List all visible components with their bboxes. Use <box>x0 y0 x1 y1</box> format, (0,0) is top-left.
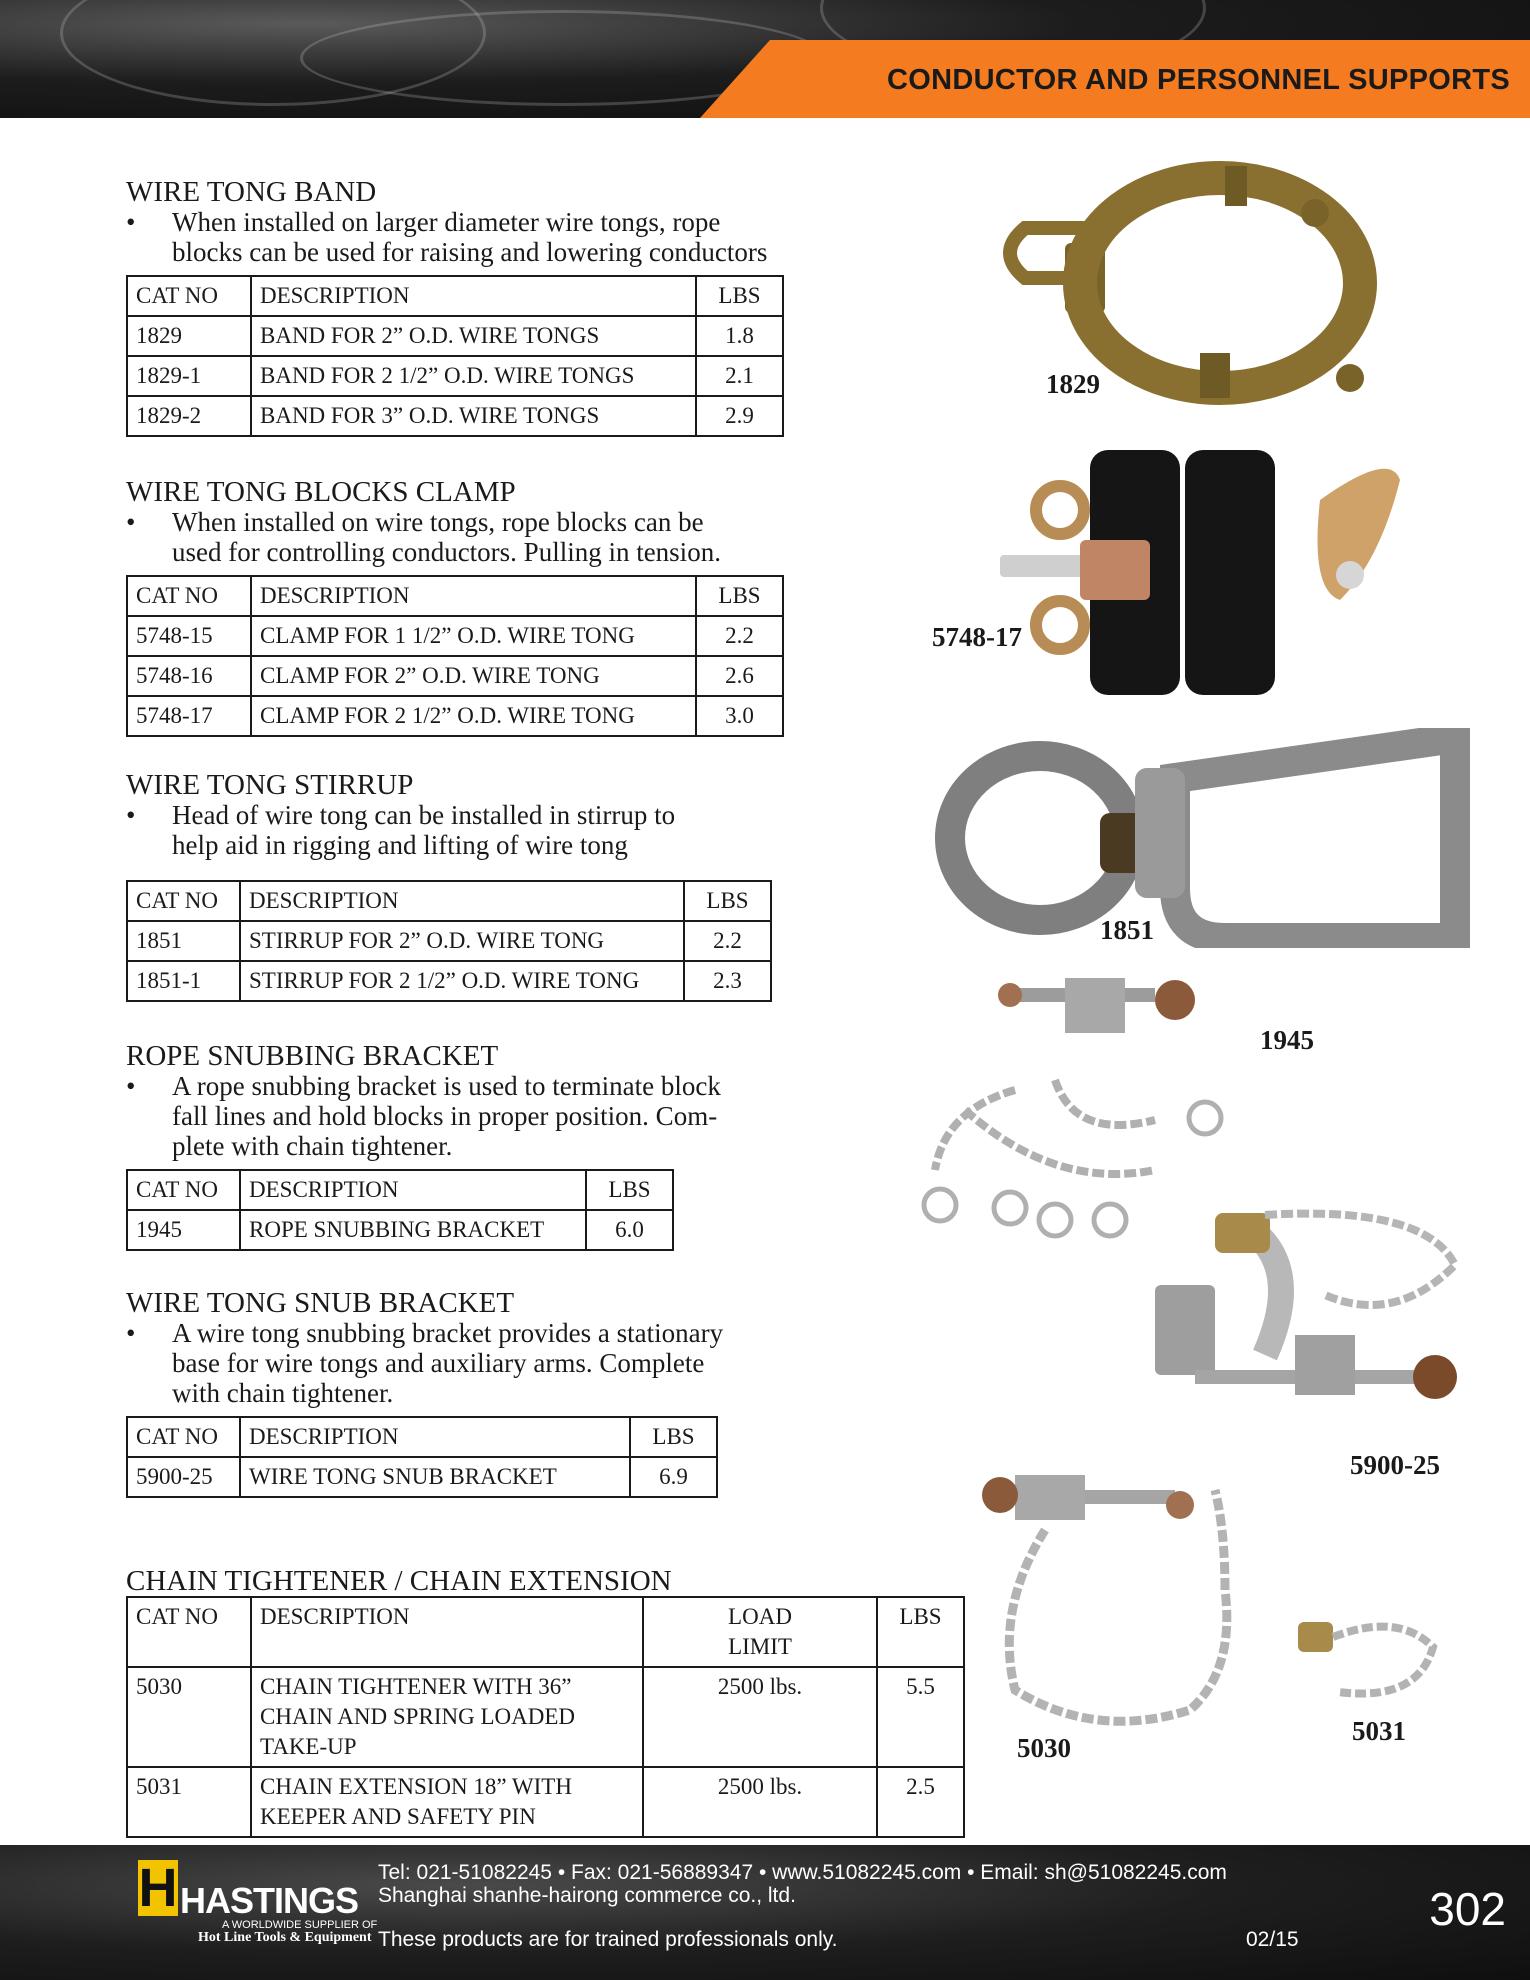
lbs-cell: 2.1 <box>696 356 783 396</box>
section-bullet <box>126 1071 721 1161</box>
cat-no-cell: 1829-1 <box>127 356 251 396</box>
header-cell: DESCRIPTION <box>251 576 696 616</box>
bullet-glyph: • <box>126 1071 136 1101</box>
spec-table <box>126 575 784 737</box>
section-rope-snubbing-bracket <box>126 1041 721 1251</box>
header-cell: DESCRIPTION <box>251 276 696 316</box>
table-header-row <box>127 1417 717 1457</box>
bullet-glyph: • <box>126 207 136 237</box>
photo-label: 5900-25 <box>1350 1450 1440 1480</box>
table-row <box>127 921 771 961</box>
page-title: CONDUCTOR AND PERSONNEL SUPPORTS <box>887 64 1510 96</box>
cat-no-cell: 5900-25 <box>127 1457 240 1497</box>
cat-no-cell: 1851-1 <box>127 961 240 1001</box>
cat-no-cell: 5748-16 <box>127 656 251 696</box>
product-photo-5748-17 <box>1000 440 1400 705</box>
logo-letter: H <box>138 1858 178 1918</box>
table-row <box>127 356 783 396</box>
header-cell: DESCRIPTION <box>240 1417 630 1457</box>
header-cell: LBS <box>696 276 783 316</box>
header-cell: DESCRIPTION <box>251 1597 643 1667</box>
header-cell: LBS <box>630 1417 717 1457</box>
description-cell: STIRRUP FOR 2” O.D. WIRE TONG <box>240 921 684 961</box>
lbs-cell: 2.5 <box>877 1767 964 1837</box>
header-cell: CAT NO <box>127 1170 240 1210</box>
bullet-glyph: • <box>126 800 136 830</box>
table-row <box>127 316 783 356</box>
product-photo-5030 <box>975 1470 1275 1740</box>
bullet-glyph: • <box>126 1318 136 1348</box>
description-cell: CLAMP FOR 2” O.D. WIRE TONG <box>251 656 696 696</box>
bullet-line: plete with chain tightener. <box>172 1131 453 1161</box>
description-cell: BAND FOR 2 1/2” O.D. WIRE TONGS <box>251 356 696 396</box>
description-cell: BAND FOR 3” O.D. WIRE TONGS <box>251 396 696 436</box>
lbs-cell: 6.0 <box>586 1210 673 1250</box>
product-photo-5031 <box>1298 1612 1443 1712</box>
lbs-cell: 3.0 <box>696 696 783 736</box>
footer-date: 02/15 <box>1246 1928 1299 1951</box>
table-row <box>127 696 783 736</box>
header-cell: DESCRIPTION <box>240 1170 586 1210</box>
section-bullet <box>126 1318 723 1408</box>
section-wire-tong-blocks-clamp <box>126 477 784 737</box>
product-photo-5900-25 <box>1095 1205 1470 1435</box>
table-row <box>127 1767 964 1837</box>
header-cell: LBS <box>684 881 771 921</box>
table-row <box>127 616 783 656</box>
section-title: CHAIN TIGHTENER / CHAIN EXTENSION <box>126 1565 672 1597</box>
footer-contact: Tel: 021-51082245 • Fax: 021-56889347 • www.51082245.com • Email: sh@51082245.com <box>378 1861 1227 1884</box>
header-cell: CAT NO <box>127 1417 240 1457</box>
spec-table <box>126 1169 674 1251</box>
section-bullet <box>126 207 784 267</box>
cat-no-cell: 5030 <box>127 1667 251 1767</box>
header-cell: LBS <box>586 1170 673 1210</box>
bullet-line: Head of wire tong can be installed in stirrup to <box>172 800 676 830</box>
description-cell: WIRE TONG SNUB BRACKET <box>240 1457 630 1497</box>
bullet-line: help aid in rigging and lifting of wire tong <box>172 830 628 860</box>
section-title: WIRE TONG STIRRUP <box>126 769 414 801</box>
description-cell: BAND FOR 2” O.D. WIRE TONGS <box>251 316 696 356</box>
bullet-line: fall lines and hold blocks in proper position. Com- <box>172 1101 718 1131</box>
description-cell: CLAMP FOR 1 1/2” O.D. WIRE TONG <box>251 616 696 656</box>
lbs-cell: 1.8 <box>696 316 783 356</box>
cat-no-cell: 1851 <box>127 921 240 961</box>
header-cell: LBS <box>696 576 783 616</box>
bullet-line: When installed on larger diameter wire tongs, rope <box>172 207 721 237</box>
footer-notice: These products are for trained professionals only. <box>378 1928 838 1951</box>
table-header-row <box>127 576 783 616</box>
table-header-row <box>127 276 783 316</box>
table-header-row <box>127 881 771 921</box>
cat-no-cell: 1945 <box>127 1210 240 1250</box>
section-title: WIRE TONG BAND <box>126 176 377 208</box>
load-limit-cell: 2500 lbs. <box>643 1667 877 1767</box>
photo-label: 1851 <box>1100 915 1154 945</box>
load-limit-cell: 2500 lbs. <box>643 1767 877 1837</box>
page-number: 302 <box>1429 1883 1506 1935</box>
header-cell: CAT NO <box>127 576 251 616</box>
header-cell: CAT NO <box>127 881 240 921</box>
table-row <box>127 1457 717 1497</box>
bullet-glyph: • <box>126 507 136 537</box>
description-cell: CHAIN EXTENSION 18” WITH KEEPER AND SAFETY PIN <box>251 1767 643 1837</box>
footer-company: Shanghai shanhe-hairong commerce co., ltd. <box>378 1884 796 1907</box>
section-wire-tong-stirrup <box>126 770 772 1002</box>
table-row <box>127 961 771 1001</box>
table-row <box>127 396 783 436</box>
table-row <box>127 1667 964 1767</box>
header-cell: CAT NO <box>127 276 251 316</box>
cat-no-cell: 1829-2 <box>127 396 251 436</box>
table-header-row <box>127 1597 964 1667</box>
photo-label: 1829 <box>1046 369 1100 399</box>
table-row <box>127 1210 673 1250</box>
bullet-line: When installed on wire tongs, rope blocks can be <box>172 507 704 537</box>
photo-label: 1945 <box>1260 1025 1314 1055</box>
section-bullet <box>126 800 772 860</box>
section-wire-tong-snub-bracket <box>126 1288 723 1498</box>
description-cell: STIRRUP FOR 2 1/2” O.D. WIRE TONG <box>240 961 684 1001</box>
lbs-cell: 2.6 <box>696 656 783 696</box>
spec-table <box>126 1416 718 1498</box>
cat-no-cell: 5748-15 <box>127 616 251 656</box>
header-cell: LBS <box>877 1597 964 1667</box>
section-wire-tong-band <box>126 177 784 437</box>
photo-label: 5030 <box>1017 1733 1071 1763</box>
bullet-line: used for controlling conductors. Pulling in tension. <box>172 537 721 567</box>
section-title: ROPE SNUBBING BRACKET <box>126 1040 499 1072</box>
section-chain-tightener <box>126 1566 965 1838</box>
lbs-cell: 2.2 <box>696 616 783 656</box>
cat-no-cell: 1829 <box>127 316 251 356</box>
lbs-cell: 6.9 <box>630 1457 717 1497</box>
logo-tagline-2: Hot Line Tools & Equipment <box>198 1930 372 1945</box>
product-photo-1945 <box>905 970 1235 1240</box>
photo-label: 5031 <box>1352 1716 1406 1746</box>
bullet-line: A rope snubbing bracket is used to terminate block <box>172 1071 721 1101</box>
description-cell: CLAMP FOR 2 1/2” O.D. WIRE TONG <box>251 696 696 736</box>
section-title: WIRE TONG BLOCKS CLAMP <box>126 476 516 508</box>
table-header-row <box>127 1170 673 1210</box>
bullet-line: with chain tightener. <box>172 1378 394 1408</box>
bullet-line: base for wire tongs and auxiliary arms. Complete <box>172 1348 705 1378</box>
header-cell: CAT NO <box>127 1597 251 1667</box>
product-photo-1851 <box>925 728 1470 948</box>
spec-table <box>126 1596 965 1838</box>
cat-no-cell: 5748-17 <box>127 696 251 736</box>
logo-tagline: A WORLDWIDE SUPPLIER OF <box>222 1919 378 1931</box>
lbs-cell: 2.9 <box>696 396 783 436</box>
lbs-cell: 2.2 <box>684 921 771 961</box>
bullet-line: blocks can be used for raising and lowering conductors <box>172 237 768 267</box>
table-row <box>127 656 783 696</box>
header-cell: LOAD LIMIT <box>643 1597 877 1667</box>
description-cell: ROPE SNUBBING BRACKET <box>240 1210 586 1250</box>
header-cell: DESCRIPTION <box>240 881 684 921</box>
logo-wordmark: HASTINGS <box>180 1880 359 1921</box>
lbs-cell: 2.3 <box>684 961 771 1001</box>
bullet-line: A wire tong snubbing bracket provides a stationary <box>172 1318 724 1348</box>
cat-no-cell: 5031 <box>127 1767 251 1837</box>
lbs-cell: 5.5 <box>877 1667 964 1767</box>
description-cell: CHAIN TIGHTENER WITH 36” CHAIN AND SPRING LOADED TAKE-UP <box>251 1667 643 1767</box>
spec-table <box>126 275 784 437</box>
photo-label: 5748-17 <box>932 622 1022 652</box>
section-title: WIRE TONG SNUB BRACKET <box>126 1287 515 1319</box>
section-bullet <box>126 507 784 567</box>
spec-table <box>126 880 772 1002</box>
